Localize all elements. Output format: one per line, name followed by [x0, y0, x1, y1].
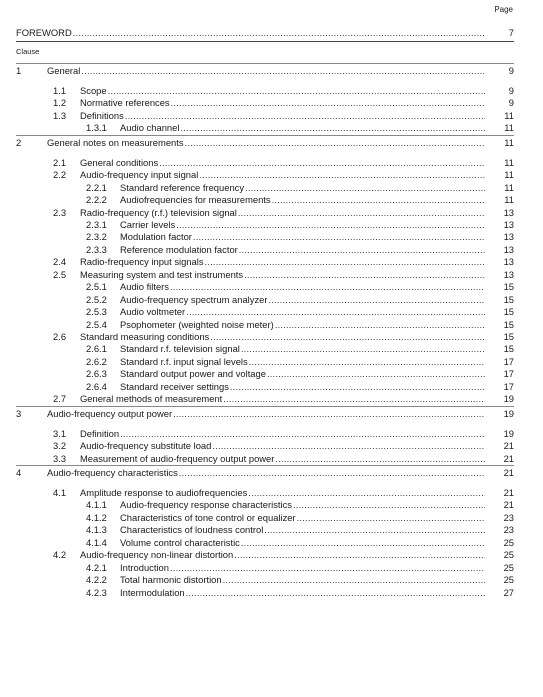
toc-entry[interactable]: [0, 499, 543, 511]
leader-dots: [267, 368, 485, 380]
toc-entry-title: Introduction: [120, 561, 169, 573]
leader-dots: [264, 524, 485, 536]
toc-entry-number: 2.6.2: [86, 355, 107, 367]
toc-entry[interactable]: [0, 356, 543, 368]
leader-dots: [239, 244, 485, 256]
toc-entry-title: Characteristics of tone control or equalizer: [120, 511, 296, 523]
toc-entry[interactable]: [0, 549, 543, 561]
toc-entry-title: Measuring system and test instruments: [80, 268, 244, 280]
toc-entry-number: 2.3.1: [86, 218, 107, 230]
toc-entry-title: Amplitude response to audiofrequencies: [80, 486, 248, 498]
leader-dots: [275, 319, 485, 331]
toc-entry-title: General notes on measurements: [47, 136, 184, 148]
toc-entry-number: 2.2.2: [86, 194, 107, 205]
toc-entry[interactable]: [0, 137, 543, 149]
leader-dots: [223, 393, 485, 405]
toc-entry-title: General conditions: [80, 156, 159, 168]
leader-dots: [159, 157, 485, 169]
leader-dots: [245, 182, 485, 194]
leader-dots: [125, 110, 485, 122]
leader-dots: [180, 122, 485, 134]
toc-entry-number: 2: [16, 136, 22, 148]
leader-dots: [212, 440, 485, 452]
toc-entry[interactable]: [0, 537, 543, 549]
toc-entry-number: 2.3.2: [86, 231, 107, 243]
toc-entry-page: 9: [508, 85, 514, 96]
toc-entry-page: 17: [503, 368, 514, 380]
divider: [16, 135, 514, 136]
toc-entry[interactable]: [0, 319, 543, 331]
leader-dots: [120, 428, 485, 440]
toc-entry-page: 21: [503, 440, 514, 452]
toc-entry[interactable]: [0, 381, 543, 393]
divider: [16, 465, 514, 466]
toc-entry[interactable]: [0, 65, 543, 77]
leader-dots: [268, 294, 485, 306]
toc-entry-page: 25: [503, 574, 514, 586]
toc-entry[interactable]: [0, 110, 543, 122]
toc-entry-title: Audio voltmeter: [120, 306, 186, 318]
toc-entry[interactable]: [0, 97, 543, 109]
toc-entry[interactable]: [0, 343, 543, 355]
toc-entry-number: 2.6.1: [86, 343, 107, 355]
toc-entry-number: 2.4: [53, 256, 67, 268]
divider: [16, 41, 514, 42]
toc-entry-number: 1: [16, 65, 22, 76]
toc-entry-number: 2.2.1: [86, 181, 107, 193]
toc-entry[interactable]: [0, 157, 543, 169]
toc-entry-page: 13: [503, 206, 514, 218]
toc-entry[interactable]: [0, 219, 543, 231]
toc-entry[interactable]: [0, 269, 543, 281]
toc-entry-page: 25: [503, 536, 514, 548]
toc-entry-page: 19: [503, 427, 514, 439]
toc-entry[interactable]: [0, 306, 543, 318]
leader-dots: [230, 381, 485, 393]
toc-entry-page: 11: [504, 169, 514, 181]
toc-entry[interactable]: [0, 440, 543, 452]
leader-dots: [176, 219, 485, 231]
leader-dots: [179, 467, 485, 479]
toc-entry-number: 2.3: [53, 206, 67, 218]
toc-entry[interactable]: [0, 574, 543, 586]
toc-entry-title: Characteristics of loudness control: [120, 524, 264, 536]
toc-entry-page: 21: [503, 486, 514, 498]
toc-entry-title: Definition: [80, 427, 120, 439]
leader-dots: [244, 269, 485, 281]
leader-dots: [171, 97, 485, 109]
toc-entry-title: Audio-frequency characteristics: [47, 467, 178, 478]
toc-entry-page: 17: [503, 380, 514, 392]
toc-entry-number: 2.5.3: [86, 306, 107, 318]
toc-entry-number: 4.1.3: [86, 524, 107, 536]
toc-entry-title: Audio-frequency response characteristics: [120, 499, 292, 511]
toc-entry-number: 4.2.3: [86, 586, 107, 598]
toc-entry-number: 2.6: [53, 331, 67, 342]
leader-dots: [241, 343, 485, 355]
toc-entry-number: 4.2.2: [86, 574, 107, 586]
toc-entry[interactable]: [0, 331, 543, 343]
toc-entry-title: Standard r.f. input signal levels: [120, 355, 248, 367]
leader-dots: [223, 574, 485, 586]
toc-entry-title: Measurement of audio-frequency output power: [80, 452, 275, 464]
toc-entry-title: Standard r.f. television signal: [120, 343, 240, 355]
toc-entry[interactable]: [0, 281, 543, 293]
toc-entry-title: Audio-frequency output power: [47, 407, 173, 419]
leader-dots: [108, 85, 485, 97]
leader-dots: [241, 537, 485, 549]
toc-entry-page: 27: [503, 586, 514, 598]
toc-entry[interactable]: [0, 467, 543, 479]
toc-entry-title: Reference modulation factor: [120, 243, 238, 255]
toc-entry-title: Audio filters: [120, 281, 169, 293]
leader-dots: [73, 27, 485, 39]
leader-dots: [205, 256, 485, 268]
toc-entry[interactable]: [0, 169, 543, 181]
toc-entry[interactable]: [0, 587, 543, 599]
toc-entry[interactable]: [0, 408, 543, 420]
toc-entry-title: General: [47, 65, 81, 76]
toc-entry-page: 13: [503, 256, 514, 268]
toc-entry-page: 25: [503, 561, 514, 573]
toc-entry-number: 2.5: [53, 268, 67, 280]
toc-entry-page: 23: [503, 524, 514, 536]
toc-entry-number: 3: [16, 407, 22, 419]
toc-entry-page: 15: [503, 318, 514, 330]
toc-entry-number: 2.5.1: [86, 281, 107, 293]
toc-entry-number: 1.2: [53, 97, 67, 109]
toc-entry-number: 1.3.1: [86, 122, 107, 134]
toc-entry[interactable]: [0, 428, 543, 440]
toc-entry-page: 13: [503, 268, 514, 280]
toc-entry-title: General methods of measurement: [80, 393, 223, 405]
toc-entry[interactable]: [0, 256, 543, 268]
clause-column-label: Clause: [16, 47, 40, 56]
toc-entry[interactable]: [0, 244, 543, 256]
toc-entry[interactable]: [0, 122, 543, 134]
toc-entry-number: 4: [16, 467, 22, 478]
leader-dots: [173, 408, 485, 420]
leader-dots: [293, 499, 485, 511]
leader-dots: [249, 356, 485, 368]
leader-dots: [193, 231, 485, 243]
toc-entry-number: 2.6.4: [86, 380, 107, 392]
toc-entry-page: 15: [503, 343, 514, 355]
toc-entry[interactable]: [0, 368, 543, 380]
toc-entry-page: 13: [503, 231, 514, 243]
toc-entry-number: 1.1: [53, 85, 67, 96]
toc-entry-title: Radio-frequency input signals: [80, 256, 204, 268]
toc-entry-page: 11: [504, 156, 514, 168]
toc-entry-title: Standard output power and voltage: [120, 368, 266, 380]
toc-entry-page: 15: [503, 306, 514, 318]
leader-dots: [186, 587, 485, 599]
toc-entry-title: Audio-frequency substitute load: [80, 440, 212, 452]
toc-entry-page: 21: [503, 452, 514, 464]
toc-entry[interactable]: [0, 524, 543, 536]
toc-entry-title: FOREWORD: [16, 27, 72, 38]
toc-entry-number: 4.2: [53, 549, 67, 561]
toc-entry-page: 11: [504, 122, 514, 134]
toc-entry-page: 25: [503, 549, 514, 561]
toc-entry[interactable]: [0, 182, 543, 194]
toc-entry-page: 23: [503, 511, 514, 523]
toc-entry[interactable]: [0, 231, 543, 243]
toc-entry[interactable]: [0, 512, 543, 524]
toc-entry-number: 2.6.3: [86, 368, 107, 380]
toc-entry-number: 2.2: [53, 169, 67, 181]
toc-entry-page: 19: [503, 407, 514, 419]
toc-entry-number: 3.3: [53, 452, 67, 464]
toc-entry-title: Audio channel: [120, 122, 180, 134]
leader-dots: [186, 306, 485, 318]
toc-entry-title: Carrier levels: [120, 218, 176, 230]
toc-entry-title: Audio-frequency non-linear distortion: [80, 549, 234, 561]
leader-dots: [272, 194, 485, 206]
toc-entry[interactable]: [0, 562, 543, 574]
toc-entry-page: 21: [503, 499, 514, 511]
toc-entry-number: 2.7: [53, 393, 67, 405]
leader-dots: [210, 331, 485, 343]
page-column-label: Page: [494, 5, 513, 14]
toc-entry-title: Scope: [80, 85, 107, 96]
toc-entry-page: 11: [504, 194, 514, 205]
toc-entry[interactable]: [0, 294, 543, 306]
toc-entry-page: 13: [503, 218, 514, 230]
divider: [16, 406, 514, 407]
leader-dots: [170, 281, 485, 293]
toc-entry-title: Radio-frequency (r.f.) television signal: [80, 206, 237, 218]
toc-entry-number: 2.5.2: [86, 293, 107, 305]
toc-entry-title: Psophometer (weighted noise meter): [120, 318, 274, 330]
toc-entry-page: 7: [508, 27, 514, 38]
leader-dots: [199, 169, 485, 181]
toc-entry-page: 13: [503, 243, 514, 255]
toc-entry-page: 15: [503, 281, 514, 293]
toc-entry-page: 11: [504, 136, 514, 148]
toc-entry-title: Total harmonic distortion: [120, 574, 222, 586]
divider: [16, 63, 514, 64]
toc-entry-title: Modulation factor: [120, 231, 192, 243]
toc-entry-title: Audio-frequency input signal: [80, 169, 199, 181]
toc-entry-page: 11: [504, 109, 514, 121]
toc-entry[interactable]: [0, 85, 543, 97]
toc-entry[interactable]: [0, 207, 543, 219]
toc-entry-page: 15: [503, 293, 514, 305]
toc-entry-number: 3.2: [53, 440, 67, 452]
toc-entry-page: 11: [504, 181, 514, 193]
toc-entry-page: 15: [503, 331, 514, 342]
toc-entry-page: 21: [503, 467, 514, 478]
toc-entry-number: 4.1.1: [86, 499, 107, 511]
toc-entry-number: 2.5.4: [86, 318, 107, 330]
toc-entry-title: Audiofrequencies for measurements: [120, 194, 271, 205]
toc-entry[interactable]: [0, 194, 543, 206]
toc-entry-number: 2.1: [53, 156, 67, 168]
toc-entry-number: 2.3.3: [86, 243, 107, 255]
leader-dots: [297, 512, 485, 524]
leader-dots: [170, 562, 485, 574]
toc-entry-number: 4.1.4: [86, 536, 107, 548]
toc-entry[interactable]: [0, 453, 543, 465]
toc-entry-number: 4.2.1: [86, 561, 107, 573]
toc-entry-title: Standard reference frequency: [120, 181, 245, 193]
toc-entry-number: 3.1: [53, 427, 67, 439]
toc-entry-title: Audio-frequency spectrum analyzer: [120, 293, 268, 305]
toc-entry-foreword[interactable]: [0, 27, 543, 39]
toc-entry-title: Intermodulation: [120, 586, 185, 598]
leader-dots: [248, 487, 485, 499]
toc-entry[interactable]: [0, 393, 543, 405]
toc-entry-title: Volume control characteristic: [120, 536, 240, 548]
toc-entry[interactable]: [0, 487, 543, 499]
toc-entry-number: 4.1.2: [86, 511, 107, 523]
leader-dots: [185, 137, 485, 149]
leader-dots: [81, 65, 485, 77]
toc-entry-page: 9: [508, 97, 514, 109]
toc-entry-title: Normative references: [80, 97, 170, 109]
toc-entry-title: Standard measuring conditions: [80, 331, 210, 342]
toc-entry-number: 1.3: [53, 109, 67, 121]
toc-entry-title: Standard receiver settings: [120, 380, 229, 392]
leader-dots: [275, 453, 485, 465]
toc-entry-title: Definitions: [80, 109, 124, 121]
toc-entry-page: 9: [508, 65, 514, 76]
toc-entry-page: 19: [503, 393, 514, 405]
leader-dots: [234, 549, 485, 561]
leader-dots: [238, 207, 485, 219]
toc-entry-page: 17: [503, 355, 514, 367]
toc-entry-number: 4.1: [53, 486, 67, 498]
